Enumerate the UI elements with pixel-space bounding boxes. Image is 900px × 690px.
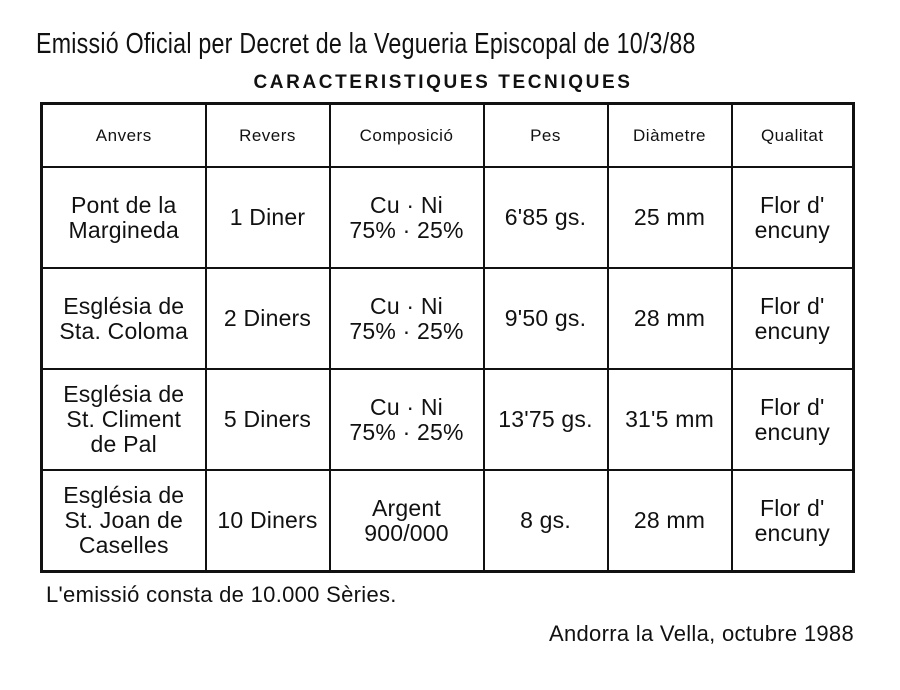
cell-line: Església de	[63, 381, 185, 407]
column-header-revers: Revers	[206, 104, 330, 168]
cell-line: Cu · Ni	[370, 191, 443, 218]
cell-anvers	[42, 369, 206, 470]
cell-line: Caselles	[78, 532, 169, 558]
cell-qualitat	[732, 470, 854, 572]
cell-composicio	[330, 167, 484, 268]
cell-diametre: 28 mm	[608, 268, 732, 369]
cell-line: St. Climent	[66, 406, 182, 432]
cell-line: 75% · 25%	[349, 216, 464, 243]
cell-diametre: 31'5 mm	[608, 369, 732, 470]
cell-line: Margineda	[68, 216, 179, 243]
cell-pes: 9'50 gs.	[484, 268, 608, 369]
cell-line: Flor d'	[759, 191, 825, 218]
cell-revers: 2 Diners	[206, 268, 330, 369]
cell-line: Flor d'	[759, 393, 825, 420]
cell-line: Flor d'	[759, 292, 825, 319]
cell-line: encuny	[754, 418, 830, 445]
footnote: L'emissió consta de 10.000 Sèries.	[46, 582, 397, 607]
cell-line: de Pal	[90, 431, 157, 457]
cell-line: 900/000	[364, 519, 449, 546]
cell-diametre: 28 mm	[608, 470, 732, 572]
table-row	[42, 470, 854, 572]
cell-line: Cu · Ni	[370, 292, 443, 319]
cell-line: encuny	[754, 216, 830, 243]
cell-line: Pont de la	[70, 191, 177, 218]
cell-line: Flor d'	[759, 494, 825, 521]
column-header-pes: Pes	[484, 104, 608, 168]
cell-pes: 13'75 gs.	[484, 369, 608, 470]
cell-line: Sta. Coloma	[59, 317, 189, 344]
cell-qualitat	[732, 369, 854, 470]
cell-qualitat	[732, 167, 854, 268]
cell-line: 75% · 25%	[349, 317, 464, 344]
cell-line: encuny	[754, 519, 830, 546]
cell-line: Cu · Ni	[370, 393, 443, 420]
cell-composicio	[330, 268, 484, 369]
cell-diametre: 25 mm	[608, 167, 732, 268]
table-header-row	[42, 104, 854, 168]
cell-pes: 8 gs.	[484, 470, 608, 572]
cell-anvers	[42, 268, 206, 369]
cell-line: St. Joan de	[64, 507, 184, 533]
cell-line: Església de	[63, 482, 185, 508]
cell-composicio	[330, 470, 484, 572]
specifications-table	[40, 102, 855, 573]
column-header-composicio: Composició	[330, 104, 484, 168]
cell-revers: 10 Diners	[206, 470, 330, 572]
cell-qualitat	[732, 268, 854, 369]
cell-revers: 5 Diners	[206, 369, 330, 470]
document-title: Emissió Oficial per Decret de la Vegueria Episcopal de 10/3/88	[36, 28, 696, 60]
cell-line: encuny	[754, 317, 830, 344]
column-header-anvers: Anvers	[42, 104, 206, 168]
column-header-qualitat: Qualitat	[732, 104, 854, 168]
place-date-signature: Andorra la Vella, octubre 1988	[549, 621, 854, 646]
cell-composicio	[330, 369, 484, 470]
cell-line: 75% · 25%	[349, 418, 464, 445]
cell-pes: 6'85 gs.	[484, 167, 608, 268]
table-row	[42, 369, 854, 470]
table-row	[42, 167, 854, 268]
table-row	[42, 268, 854, 369]
section-subtitle: CARACTERISTIQUES TECNIQUES	[253, 72, 633, 93]
cell-anvers	[42, 470, 206, 572]
cell-line: Església de	[63, 292, 185, 319]
cell-anvers	[42, 167, 206, 268]
column-header-diametre: Diàmetre	[608, 104, 732, 168]
cell-line: Argent	[372, 494, 441, 521]
cell-revers: 1 Diner	[206, 167, 330, 268]
